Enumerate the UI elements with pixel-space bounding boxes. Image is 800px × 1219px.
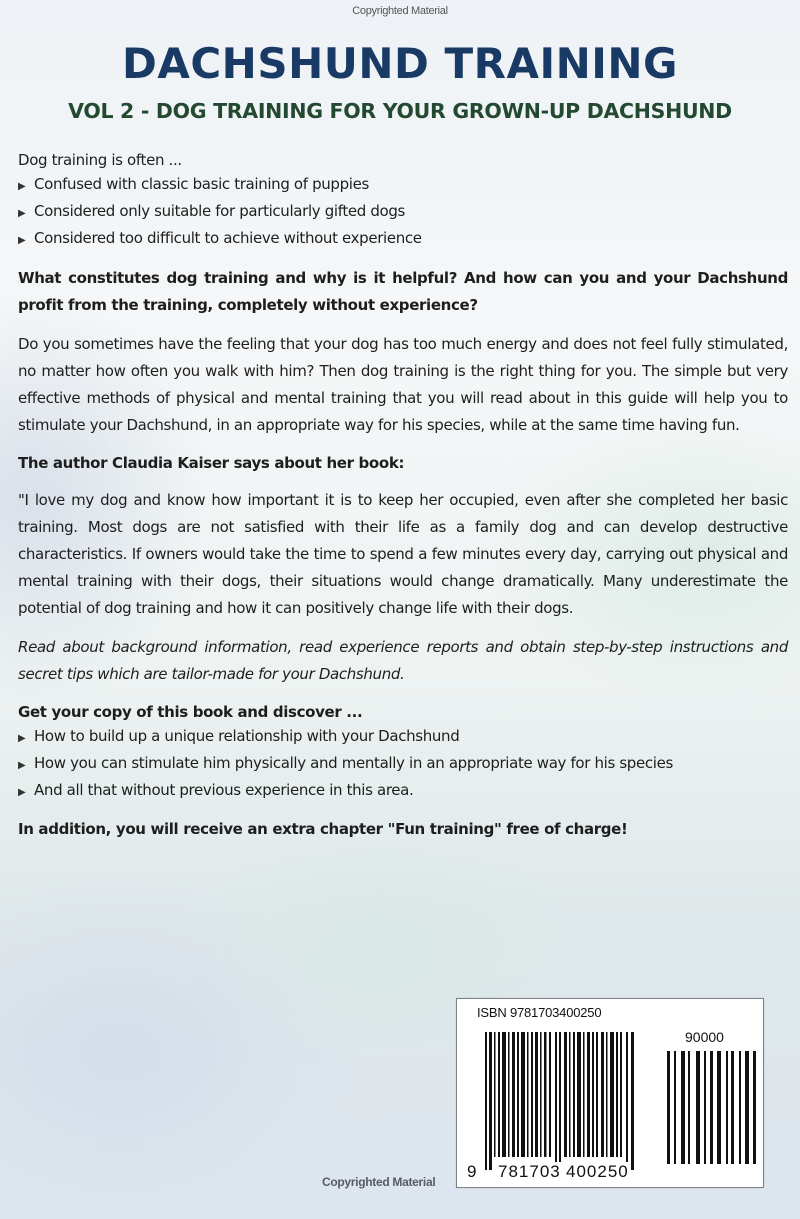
barcode-bars-icon bbox=[485, 1032, 635, 1170]
list-item: ▶ Confused with classic basic training of puppies bbox=[18, 172, 788, 199]
list-item: ▶ Considered too difficult to achieve without experience bbox=[18, 226, 788, 253]
barcode-lead-digit: 9 bbox=[467, 1162, 477, 1181]
key-question: What constitutes dog training and why is it helpful? And how can you and your Dachshund profit from the training, completely without experience? bbox=[18, 269, 788, 314]
intro-bullet-list bbox=[18, 172, 788, 253]
list-item: ▶ How to build up a unique relationship with your Dachshund bbox=[18, 724, 788, 751]
list-item: ▶ And all that without previous experience in this area. bbox=[18, 778, 788, 805]
bullet-icon: ▶ bbox=[18, 787, 26, 798]
bullet-icon: ▶ bbox=[18, 181, 26, 192]
isbn-label: ISBN 9781703400250 bbox=[477, 1005, 602, 1020]
barcode-digits-group-2: 400250 bbox=[566, 1162, 629, 1181]
bullet-icon: ▶ bbox=[18, 235, 26, 246]
copyright-watermark-bottom: Copyrighted Material bbox=[322, 1175, 436, 1189]
blurb-content bbox=[18, 148, 788, 841]
barcode-digits-group-1: 781703 bbox=[498, 1162, 561, 1181]
author-quote: "I love my dog and know how important it is to keep her occupied, even after she completed her basic training. Most dogs are not satisfied with their life as a family dog and can develop destructive characteristics. If owners would take the time to spend a few minutes every day, carrying out physical and mental training with their dogs, their situations would change dramatically. Many underestimate the potential of dog training and how it can positively change life with their dogs. bbox=[18, 491, 788, 617]
copyright-watermark-top: Copyrighted Material bbox=[352, 5, 448, 17]
book-title: DACHSHUND TRAINING bbox=[121, 39, 678, 88]
italic-paragraph: Read about background information, read experience reports and obtain step-by-step instructions and secret tips which are tailor-made for your Dachshund. bbox=[18, 638, 788, 683]
author-heading: The author Claudia Kaiser says about her book: bbox=[18, 454, 405, 472]
bonus-text: In addition, you will receive an extra chapter "Fun training" free of charge! bbox=[18, 820, 628, 838]
discover-bullet-list bbox=[18, 724, 788, 805]
intro-text: Dog training is often ... bbox=[18, 151, 182, 169]
list-item: ▶ Considered only suitable for particularly gifted dogs bbox=[18, 199, 788, 226]
bullet-icon: ▶ bbox=[18, 208, 26, 219]
book-subtitle: VOL 2 - DOG TRAINING FOR YOUR GROWN-UP DACHSHUND bbox=[68, 99, 732, 123]
bullet-icon: ▶ bbox=[18, 760, 26, 771]
isbn-barcode bbox=[456, 998, 764, 1188]
addon-price-code: 90000 bbox=[685, 1029, 724, 1045]
body-paragraph: Do you sometimes have the feeling that your dog has too much energy and does not feel fully stimulated, no matter how often you walk with him? Then dog training is the right thing for you. The simple but very effective methods of physical and mental training that you will read about in this guide will help you to stimulate your Dachshund, in an appropriate way for his species, while at the same time having fun. bbox=[18, 335, 788, 434]
bullet-icon: ▶ bbox=[18, 733, 26, 744]
discover-heading: Get your copy of this book and discover ... bbox=[18, 703, 363, 721]
addon-barcode-bars-icon bbox=[667, 1051, 757, 1164]
list-item: ▶ How you can stimulate him physically and mentally in an appropriate way for his species bbox=[18, 751, 788, 778]
